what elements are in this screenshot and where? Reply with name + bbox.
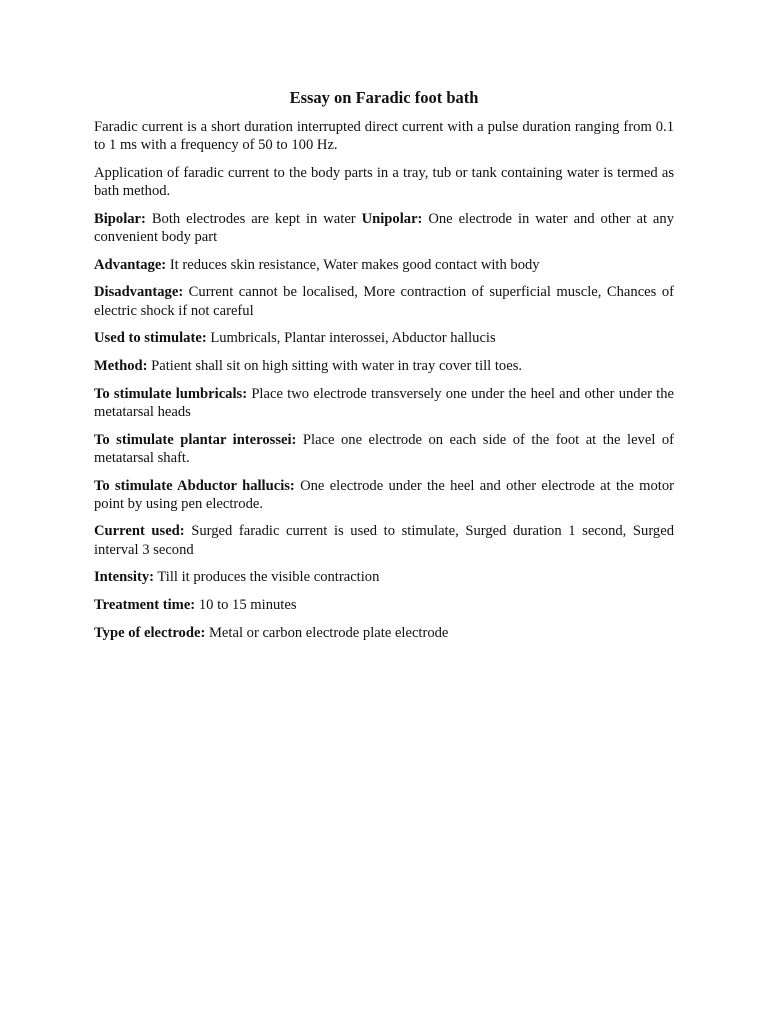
paragraph-text: Both electrodes are kept in water xyxy=(145,210,362,227)
paragraph-text: It reduces skin resistance, Water makes good contact with body xyxy=(166,256,540,273)
paragraph-text: Current cannot be localised, More contraction of superficial muscle, Chances of electric shock if not careful xyxy=(94,284,674,319)
paragraph-label: Disadvantage: xyxy=(94,284,184,301)
paragraph-text: Place one electrode on each side of the foot at the level of metatarsal shaft. xyxy=(94,431,675,466)
paragraph-bipolar-unipolar xyxy=(94,210,674,246)
paragraph-label: Unipolar: xyxy=(361,210,423,227)
paragraph-text: Metal or carbon electrode plate electrode xyxy=(205,624,449,641)
paragraph-label: To stimulate Abductor hallucis: xyxy=(94,477,295,494)
paragraph-advantage xyxy=(94,256,674,274)
paragraph-label: Used to stimulate: xyxy=(94,330,207,347)
paragraph-bath-method xyxy=(94,164,674,200)
paragraph-text: Surged faradic current is used to stimulate, Surged duration 1 second, Surged interval 3 second xyxy=(94,523,674,558)
paragraph-intensity xyxy=(94,568,674,586)
paragraph-label: To stimulate plantar interossei: xyxy=(94,431,297,448)
paragraph-text: Lumbricals, Plantar interossei, Abductor hallucis xyxy=(206,330,496,347)
paragraph-label: Intensity: xyxy=(94,569,154,586)
paragraph-label: Advantage: xyxy=(94,256,167,273)
paragraph-disadvantage xyxy=(94,283,674,319)
paragraph-lumbricals xyxy=(94,385,674,421)
paragraph-abductor-hallucis xyxy=(94,477,674,513)
paragraph-label: Treatment time: xyxy=(94,597,196,614)
paragraph-used-to-stimulate xyxy=(94,329,674,347)
paragraph-text: Till it produces the visible contraction xyxy=(154,569,380,586)
paragraph-label: Method: xyxy=(94,358,148,375)
paragraph-definition xyxy=(94,118,674,154)
paragraph-text: Faradic current is a short duration interrupted direct current with a pulse duration ranging from 0.1 to 1 ms with a frequency of 50 to 100 Hz. xyxy=(94,119,674,154)
paragraph-text: One electrode in water and other at any convenient body part xyxy=(94,210,674,246)
paragraph-method xyxy=(94,357,674,375)
paragraph-text: Patient shall sit on high sitting with water in tray cover till toes. xyxy=(147,358,523,375)
paragraph-text: Place two electrode transversely one under the heel and other under the metatarsal heads xyxy=(94,385,674,420)
document-title: Essay on Faradic foot bath xyxy=(289,88,479,107)
paragraph-text: 10 to 15 minutes xyxy=(195,597,297,614)
paragraph-label: To stimulate lumbricals: xyxy=(94,385,248,402)
paragraph-label: Bipolar: xyxy=(94,210,146,227)
paragraph-label: Current used: xyxy=(94,523,185,540)
paragraph-current-used xyxy=(94,522,674,558)
paragraph-label: Type of electrode: xyxy=(94,624,206,641)
paragraph-text: One electrode under the heel and other electrode at the motor point by using pen electrode. xyxy=(94,477,674,512)
paragraph-treatment-time xyxy=(94,596,674,614)
paragraph-type-of-electrode xyxy=(94,624,674,642)
document-body xyxy=(94,118,674,651)
paragraph-plantar-interossei xyxy=(94,431,674,467)
paragraph-text: Application of faradic current to the body parts in a tray, tub or tank containing water is termed as bath method. xyxy=(94,164,674,200)
